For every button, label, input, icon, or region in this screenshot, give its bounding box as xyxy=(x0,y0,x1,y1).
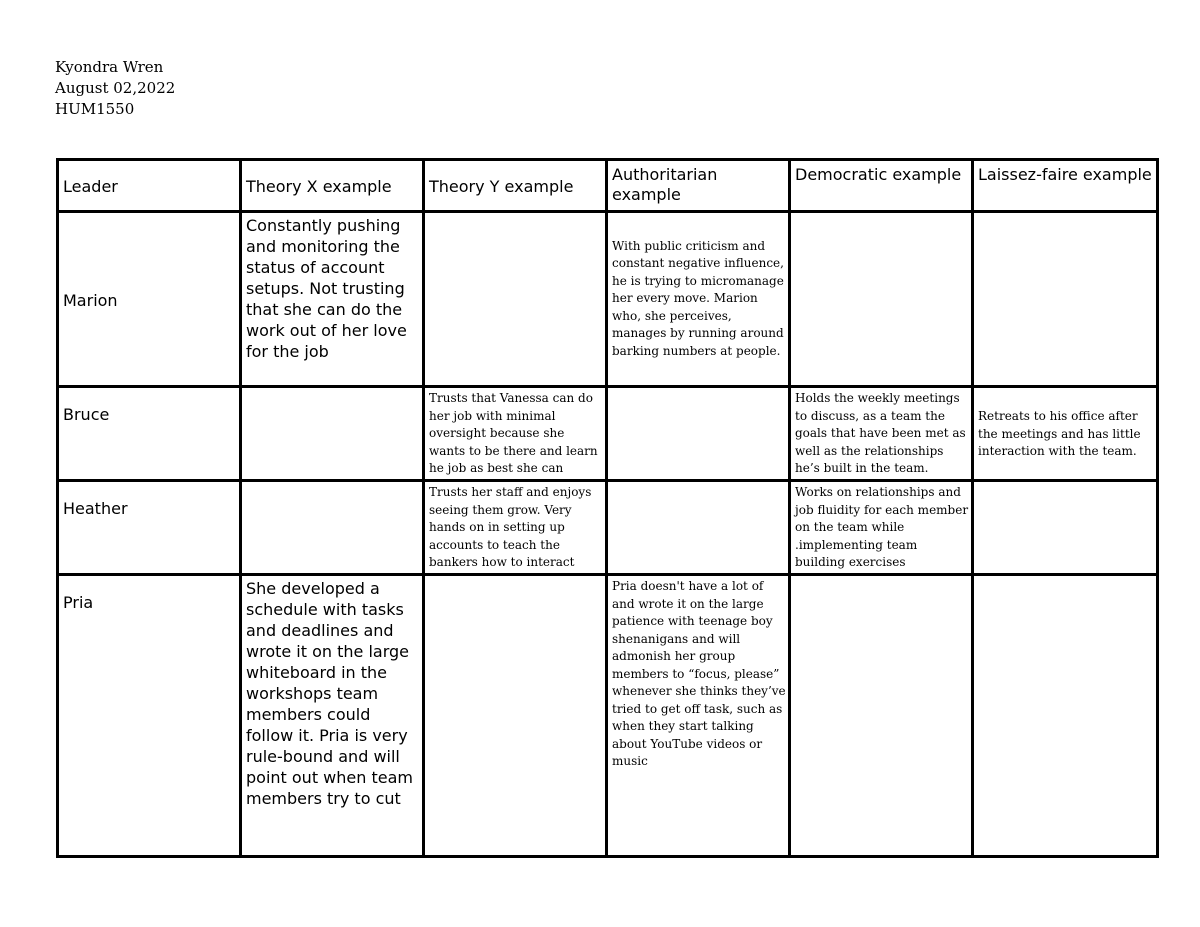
theory-y-cell: Trusts her staff and enjoys seeing them grow. Very hands on in setting up accounts to teach the bankers how to interact xyxy=(424,481,607,575)
column-header-democratic: Democratic example xyxy=(790,160,973,212)
theory-x-cell: She developed a schedule with tasks and deadlines and wrote it on the large whiteboard in the workshops team members could follow it. Pria is very rule-bound and will point out when team members try to cut xyxy=(241,575,424,857)
theory-x-cell xyxy=(241,387,424,481)
theory-y-cell xyxy=(424,212,607,387)
table-row xyxy=(58,575,1158,857)
democratic-cell: Holds the weekly meetings to discuss, as a team the goals that have been met as well as the relationships he’s built in the team. xyxy=(790,387,973,481)
document-header xyxy=(55,57,175,120)
democratic-cell xyxy=(790,575,973,857)
theory-x-cell xyxy=(241,481,424,575)
author-name: Kyondra Wren xyxy=(55,58,164,76)
authoritarian-cell: With public criticism and constant negative influence, he is trying to micromanage her every move. Marion who, she perceives, manages by running around barking numbers at people. xyxy=(607,212,790,387)
theory-y-cell xyxy=(424,575,607,857)
laissez-faire-cell: Retreats to his office after the meetings and has little interaction with the team. xyxy=(973,387,1158,481)
column-header-leader: Leader xyxy=(58,160,241,212)
table-row xyxy=(58,481,1158,575)
democratic-cell xyxy=(790,212,973,387)
laissez-faire-cell xyxy=(973,481,1158,575)
authoritarian-cell xyxy=(607,387,790,481)
authoritarian-cell: Pria doesn't have a lot of and wrote it on the large patience with teenage boy shenanigans and will admonish her group members to “focus, please” whenever she thinks they’ve tried to get off task, such as when they start talking about YouTube videos or music xyxy=(607,575,790,857)
democratic-cell: Works on relationships and job fluidity for each member on the team while .implementing team building exercises xyxy=(790,481,973,575)
table-row xyxy=(58,387,1158,481)
leader-name: Bruce xyxy=(58,387,241,481)
table-row xyxy=(58,212,1158,387)
laissez-faire-cell xyxy=(973,575,1158,857)
document-date: August 02,2022 xyxy=(55,79,176,97)
leader-name: Pria xyxy=(58,575,241,857)
leader-name: Heather xyxy=(58,481,241,575)
course-code: HUM1550 xyxy=(55,100,135,118)
theory-y-cell: Trusts that Vanessa can do her job with minimal oversight because she wants to be there and learn he job as best she can xyxy=(424,387,607,481)
leader-name: Marion xyxy=(58,212,241,387)
column-header-authoritarian: Authoritarian example xyxy=(607,160,790,212)
column-header-laissez-faire: Laissez-faire example xyxy=(973,160,1158,212)
table-header-row xyxy=(58,160,1158,212)
column-header-theory-y: Theory Y example xyxy=(424,160,607,212)
leadership-table xyxy=(56,158,1159,858)
theory-x-cell: Constantly pushing and monitoring the status of account setups. Not trusting that she can do the work out of her love for the job xyxy=(241,212,424,387)
column-header-theory-x: Theory X example xyxy=(241,160,424,212)
laissez-faire-cell xyxy=(973,212,1158,387)
authoritarian-cell xyxy=(607,481,790,575)
